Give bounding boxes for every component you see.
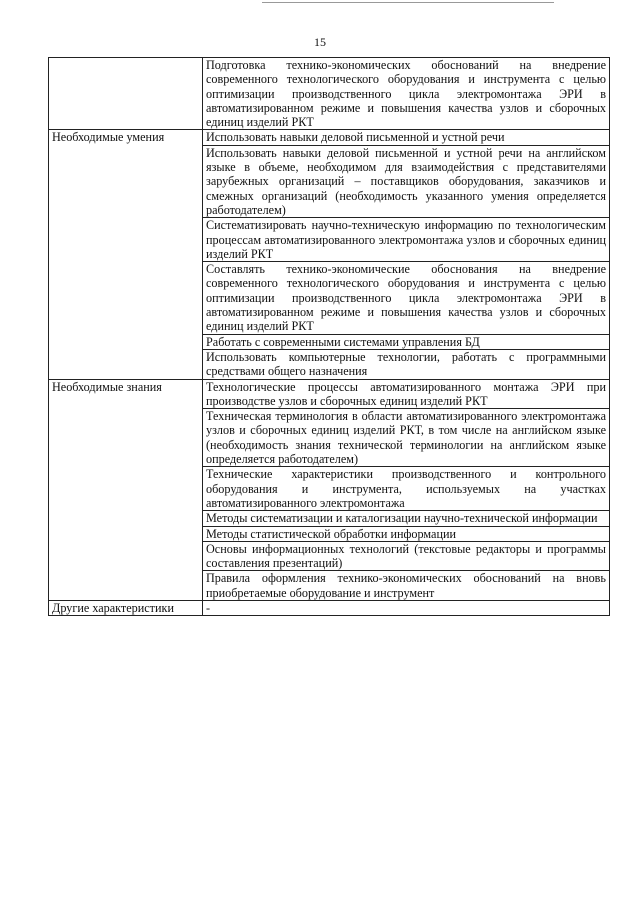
- row-text: Работать с современными системами управления БД: [203, 334, 610, 349]
- requirements-table: [48, 57, 610, 616]
- row-text: Подготовка технико-экономических обоснований на внедрение современного технологического оборудования и инструмента с целью оптимизации производственного цикла электромонтажа ЭРИ в автоматизированном режиме и повышения качества узлов и сборочных единиц изделий РКТ: [203, 58, 610, 130]
- row-text: Основы информационных технологий (текстовые редакторы и программы составления презентаций): [203, 541, 610, 571]
- row-text: Использовать компьютерные технологии, работать с программными средствами общего назначения: [203, 349, 610, 379]
- row-text: Методы статистической обработки информации: [203, 526, 610, 541]
- row-text: -: [203, 600, 610, 615]
- row-label-knowledge: Необходимые знания: [49, 379, 203, 600]
- row-text: Технологические процессы автоматизированного монтажа ЭРИ при производстве узлов и сборочных единиц изделий РКТ: [203, 379, 610, 409]
- row-text: Составлять технико-экономические обоснования на внедрение современного технологического оборудования и инструмента с целью оптимизации производственного цикла электромонтажа ЭРИ в автоматизированном режиме и повышения качества узлов и сборочных единиц изделий РКТ: [203, 262, 610, 334]
- table-row: [49, 58, 610, 130]
- row-text: Правила оформления технико-экономических обоснований на вновь приобретаемые оборудование и инструмент: [203, 571, 610, 601]
- table-row: [49, 130, 610, 145]
- row-text: Систематизировать научно-техническую информацию по технологическим процессам автоматизированного электромонтажа узлов и сборочных единиц изделий РКТ: [203, 218, 610, 262]
- row-label-skills: Необходимые умения: [49, 130, 203, 379]
- row-text: Использовать навыки деловой письменной и устной речи на английском языке в объеме, необходимом для взаимодействия с представителями зарубежных организаций – поставщиков оборудования, заказчиков и смежных организаций (необходимость указанного умения определяется работодателем): [203, 145, 610, 217]
- row-text: Техническая терминология в области автоматизированного электромонтажа узлов и сборочных единиц изделий РКТ, в том числе на английском языке (необходимость знания технической терминологии на английском языке определяется работодателем): [203, 409, 610, 467]
- table-row: [49, 600, 610, 615]
- page-number: 15: [314, 35, 326, 49]
- row-label: [49, 58, 203, 130]
- scan-edge-line: [262, 2, 554, 3]
- table-row: [49, 379, 610, 409]
- row-text: Методы систематизации и каталогизации научно-технической информации: [203, 511, 610, 526]
- row-text: Технические характеристики производственного и контрольного оборудования и инструмента, используемых на участках автоматизированного электромонтажа: [203, 467, 610, 511]
- row-text: Использовать навыки деловой письменной и устной речи: [203, 130, 610, 145]
- row-label-other: Другие характеристики: [49, 600, 203, 615]
